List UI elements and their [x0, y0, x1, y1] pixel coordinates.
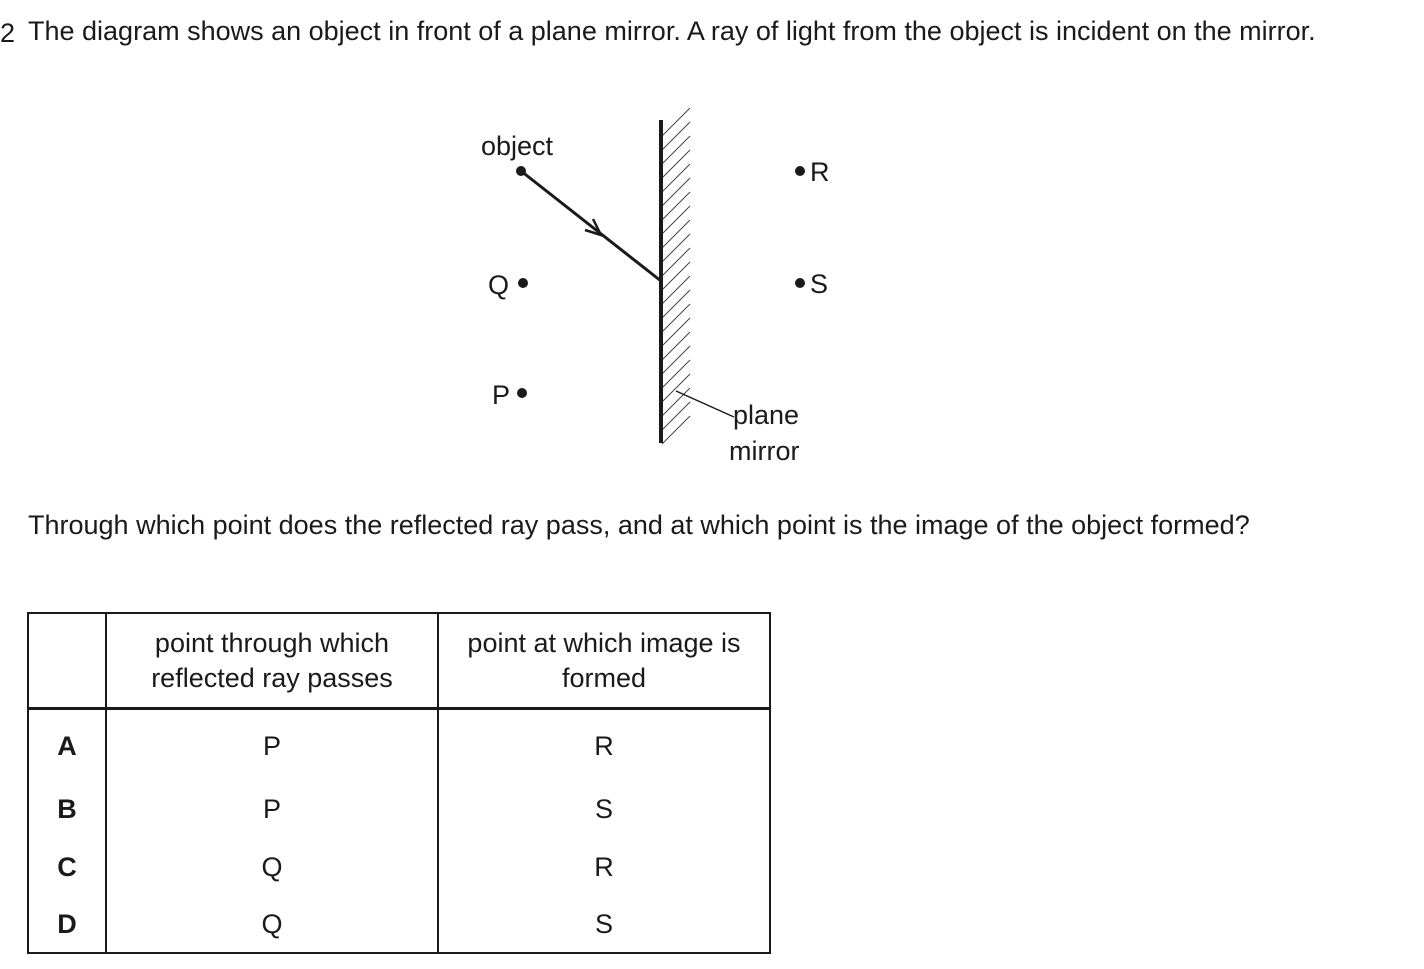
- object-label: object: [481, 131, 554, 161]
- point-q-label: Q: [488, 270, 510, 300]
- answer-table: [27, 612, 771, 954]
- image-point-cell: S: [438, 780, 770, 838]
- table-row[interactable]: [28, 838, 770, 896]
- option-letter[interactable]: B: [28, 780, 106, 838]
- table-row[interactable]: [28, 709, 770, 781]
- header-blank: [28, 613, 106, 709]
- question-intro: The diagram shows an object in front of a plane mirror. A ray of light from the object is incident on the mirror.: [28, 16, 1316, 46]
- ray-point-cell: P: [106, 709, 438, 781]
- point-p-label: P: [492, 380, 511, 410]
- image-point-cell: S: [438, 896, 770, 953]
- table-row[interactable]: [28, 896, 770, 953]
- table-row[interactable]: [28, 780, 770, 838]
- point-q: [518, 278, 528, 288]
- mirror-hatching: [662, 108, 690, 444]
- ray-point-cell: Q: [106, 838, 438, 896]
- image-point-cell: R: [438, 838, 770, 896]
- option-letter[interactable]: C: [28, 838, 106, 896]
- question-number: 2: [0, 18, 16, 48]
- ray-point-cell: P: [106, 780, 438, 838]
- table-header-row: [28, 613, 770, 709]
- incident-ray: [521, 171, 661, 281]
- mirror-label-line2: mirror: [729, 436, 800, 466]
- option-letter[interactable]: D: [28, 896, 106, 953]
- mirror-label-line1: plane: [733, 400, 800, 430]
- option-letter[interactable]: A: [28, 709, 106, 781]
- point-r-label: R: [810, 157, 830, 187]
- header-image-point: point at which image is formed: [438, 613, 770, 709]
- image-point-cell: R: [438, 709, 770, 781]
- point-r: [795, 166, 805, 176]
- point-s-label: S: [810, 269, 829, 299]
- header-ray-point: point through which reflected ray passes: [106, 613, 438, 709]
- point-p: [517, 388, 527, 398]
- point-s: [795, 278, 805, 288]
- mirror-label-leader: [676, 391, 734, 417]
- ray-point-cell: Q: [106, 896, 438, 953]
- question-prompt: Through which point does the reflected ray pass, and at which point is the image of the object formed?: [28, 510, 1250, 540]
